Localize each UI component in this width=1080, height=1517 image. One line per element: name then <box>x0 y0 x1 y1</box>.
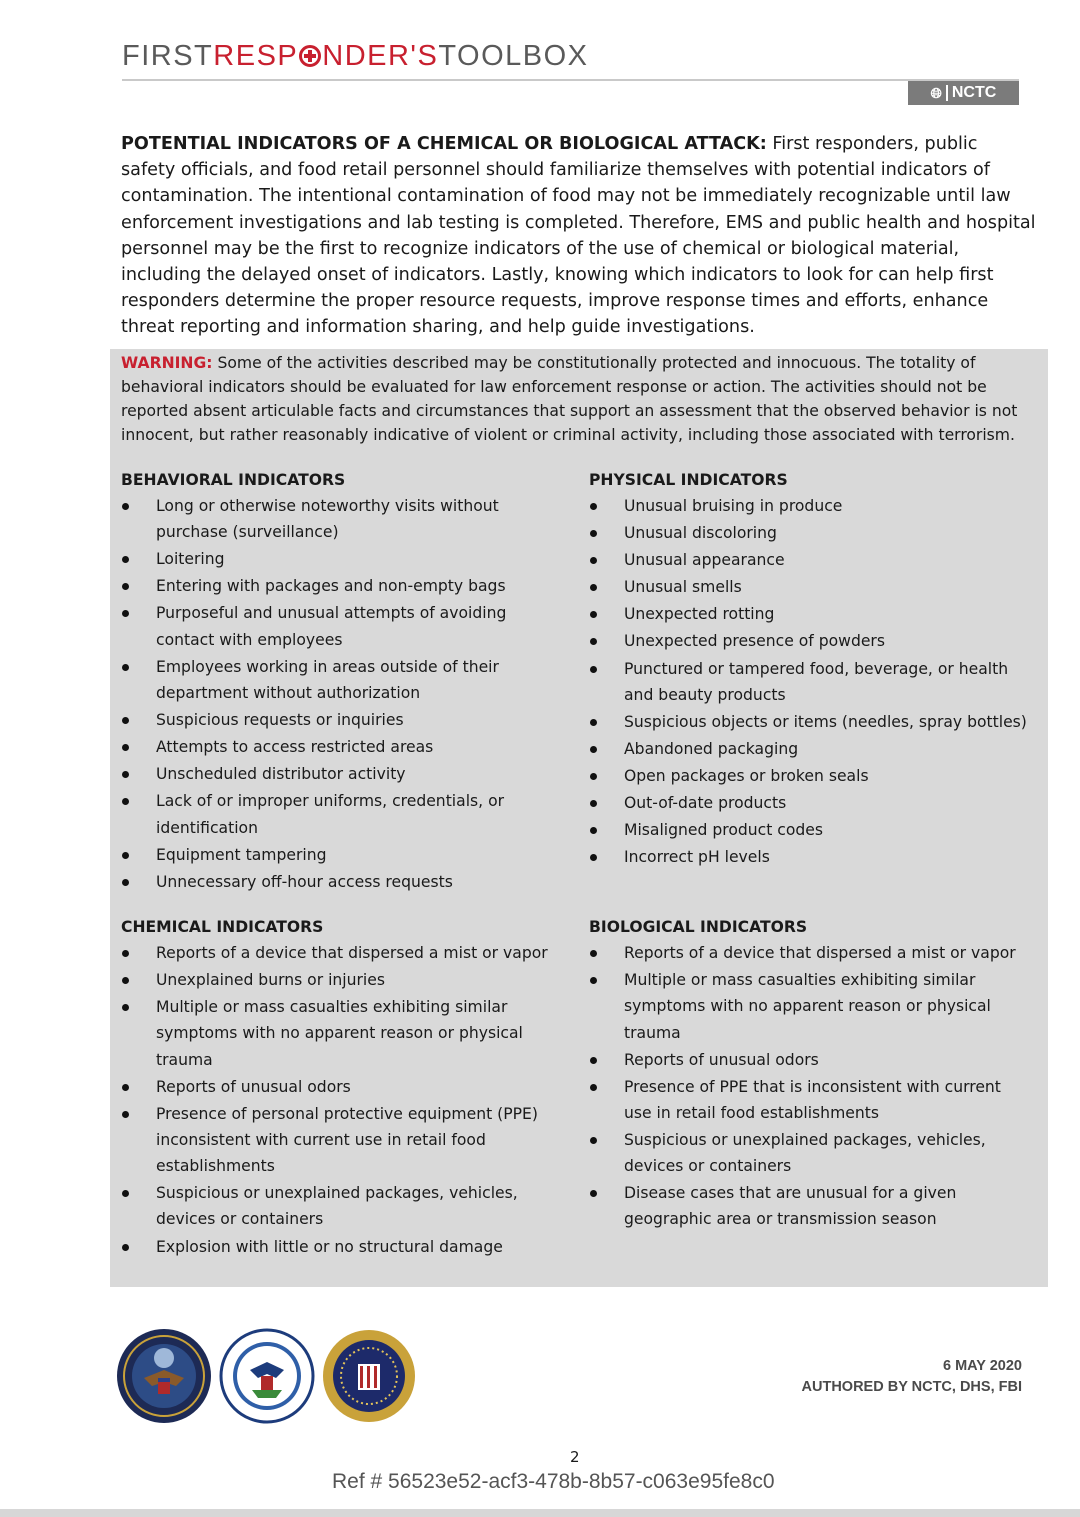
fbi-seal-icon <box>320 1328 418 1424</box>
chemical-indicators-section <box>121 914 561 1260</box>
intro-text: First responders, public safety officials, and food retail personnel should familiarize themselves with potential indicators of contamination. The intentional contamination of food may not be immediately recognizable until law enforcement investigations and lab testing is completed. Therefore, EMS and public health and hospital personnel may be the first to recognize indicators of the use of chemical or biological material, including the delayed onset of indicators. Lastly, knowing which indicators to look for can help first responders determine the proper resource requests, improve response times and efforts, enhance threat reporting and information sharing, and help guide investigations. <box>121 134 1036 338</box>
list-item: Long or otherwise noteworthy visits without purchase (surveillance) <box>121 493 556 545</box>
dhs-seal-icon <box>218 1328 316 1424</box>
list-item: Unusual appearance <box>589 547 1039 573</box>
list-item: Punctured or tampered food, beverage, or health and beauty products <box>589 656 1039 708</box>
list-item: Suspicious objects or items (needles, spray bottles) <box>589 709 1039 735</box>
list-item: Purposeful and unusual attempts of avoiding contact with employees <box>121 600 556 652</box>
logo-text-nders: NDER'S <box>322 40 439 72</box>
list-item: Unexplained burns or injuries <box>121 967 561 993</box>
biological-indicators-list <box>589 940 1029 1233</box>
warning-label: WARNING: <box>121 354 213 372</box>
medical-cross-icon <box>299 45 321 67</box>
badge-label: NCTC <box>951 84 997 101</box>
authorship-block <box>802 1356 1022 1398</box>
reference-id: Ref # 56523e52-acf3-478b-8b57-c063e95fe8c0 <box>332 1470 775 1493</box>
list-item: Presence of PPE that is inconsistent with current use in retail food establishments <box>589 1074 1029 1126</box>
list-item: Explosion with little or no structural damage <box>121 1234 561 1260</box>
badge-separator <box>946 85 948 101</box>
list-item: Out-of-date products <box>589 790 1039 816</box>
list-item: Reports of a device that dispersed a mist or vapor <box>121 940 561 966</box>
list-item: Unexpected rotting <box>589 601 1039 627</box>
authored-by: AUTHORED BY NCTC, DHS, FBI <box>801 1379 1022 1395</box>
physical-indicators-title: PHYSICAL INDICATORS <box>589 471 788 489</box>
list-item: Suspicious requests or inquiries <box>121 707 556 733</box>
list-item: Unexpected presence of powders <box>589 628 1039 654</box>
list-item: Lack of or improper uniforms, credentials, or identification <box>121 788 556 840</box>
list-item: Suspicious or unexplained packages, vehicles, devices or containers <box>589 1127 1029 1179</box>
list-item: Misaligned product codes <box>589 817 1039 843</box>
list-item: Multiple or mass casualties exhibiting similar symptoms with no apparent reason or physical trauma <box>121 994 561 1073</box>
globe-icon: 🌐︎ <box>930 84 942 101</box>
list-item: Unscheduled distributor activity <box>121 761 556 787</box>
logo-text-resp: RESP <box>213 40 299 72</box>
list-item: Loitering <box>121 546 556 572</box>
physical-indicators-list <box>589 493 1039 871</box>
nctc-seal-icon <box>114 1328 214 1424</box>
logo-text-toolbox: TOOLBOX <box>438 40 589 72</box>
list-item: Employees working in areas outside of their department without authorization <box>121 654 556 706</box>
list-item: Presence of personal protective equipment (PPE) inconsistent with current use in retail food establishments <box>121 1101 561 1180</box>
list-item: Reports of unusual odors <box>121 1074 561 1100</box>
list-item: Reports of unusual odors <box>589 1047 1029 1073</box>
behavioral-indicators-title: BEHAVIORAL INDICATORS <box>121 471 346 489</box>
biological-indicators-title: BIOLOGICAL INDICATORS <box>589 918 808 936</box>
list-item: Suspicious or unexplained packages, vehicles, devices or containers <box>121 1180 561 1232</box>
behavioral-indicators-section <box>121 467 556 895</box>
page-number: 2 <box>570 1448 580 1466</box>
intro-lead: POTENTIAL INDICATORS OF A CHEMICAL OR BIOLOGICAL ATTACK: <box>121 134 767 154</box>
list-item: Open packages or broken seals <box>589 763 1039 789</box>
bottom-divider <box>0 1509 1080 1517</box>
first-responders-toolbox-logo <box>122 40 589 73</box>
list-item: Disease cases that are unusual for a given geographic area or transmission season <box>589 1180 1029 1232</box>
logo-text-first: FIRST <box>122 40 214 72</box>
list-item: Entering with packages and non-empty bags <box>121 573 556 599</box>
behavioral-indicators-list <box>121 493 556 895</box>
list-item: Multiple or mass casualties exhibiting similar symptoms with no apparent reason or physical trauma <box>589 967 1029 1046</box>
list-item: Attempts to access restricted areas <box>121 734 556 760</box>
chemical-indicators-title: CHEMICAL INDICATORS <box>121 918 324 936</box>
list-item: Unusual bruising in produce <box>589 493 1039 519</box>
warning-text: Some of the activities described may be constitutionally protected and innocuous. The totality of behavioral indicators should be evaluated for law enforcement response or action. The activities should not be reported absent articulable facts and circumstances that support an assessment that the observed behavior is not innocent, but rather reasonably indicative of violent or criminal activity, including those associated with terrorism. <box>121 354 1018 444</box>
warning-paragraph <box>121 351 1036 447</box>
biological-indicators-section <box>589 914 1029 1233</box>
list-item: Abandoned packaging <box>589 736 1039 762</box>
list-item: Unnecessary off-hour access requests <box>121 869 556 895</box>
header-divider <box>122 79 1019 81</box>
physical-indicators-section <box>589 467 1039 871</box>
nctc-badge <box>908 81 1019 105</box>
intro-paragraph <box>121 131 1036 341</box>
list-item: Unusual smells <box>589 574 1039 600</box>
publication-date: 6 MAY 2020 <box>942 1358 1022 1374</box>
list-item: Unusual discoloring <box>589 520 1039 546</box>
chemical-indicators-list <box>121 940 561 1260</box>
list-item: Incorrect pH levels <box>589 844 1039 870</box>
list-item: Reports of a device that dispersed a mist or vapor <box>589 940 1029 966</box>
list-item: Equipment tampering <box>121 842 556 868</box>
